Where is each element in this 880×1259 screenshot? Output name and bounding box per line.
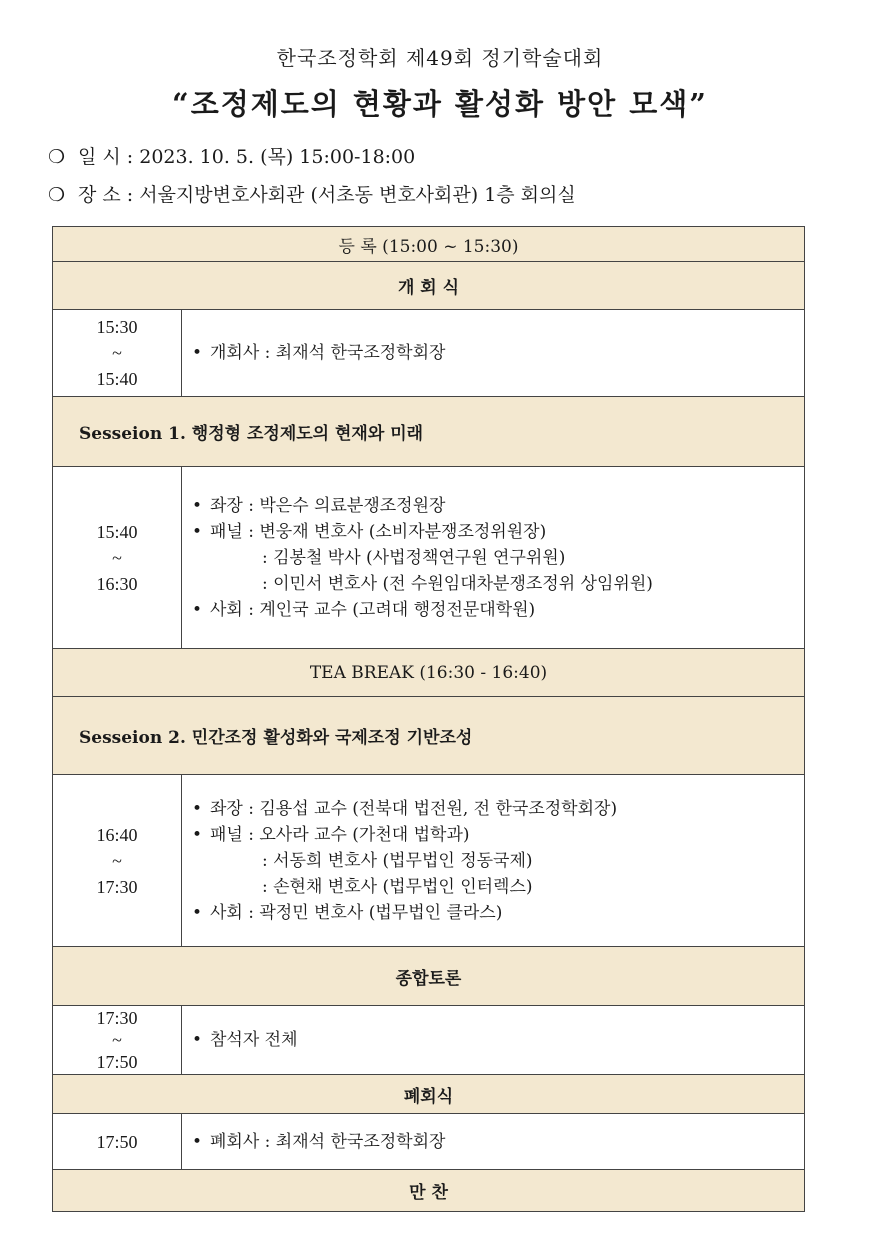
bullet-icon: • xyxy=(192,824,203,845)
closing-time: 17:50 xyxy=(53,1114,182,1170)
opening-row xyxy=(53,262,805,310)
bullet-icon: • xyxy=(192,798,203,819)
dinner-label: 만 찬 xyxy=(53,1170,805,1212)
session2-row xyxy=(53,697,805,775)
bullet-icon: • xyxy=(192,599,203,620)
closing-speech: 폐회사 : 최재석 한국조정학회장 xyxy=(210,1131,446,1152)
time-start: 15:40 xyxy=(96,521,138,542)
info-date xyxy=(48,142,415,169)
bullet-icon: • xyxy=(192,521,203,542)
bullet-icon: • xyxy=(192,343,203,363)
session1-panel-2: : 김봉철 박사 (사법정책연구원 연구위원) xyxy=(262,547,566,568)
session2-panel: 패널 : 오사라 교수 (가천대 법학과) xyxy=(210,824,470,845)
session1-title: Sesseion 1. 행정형 조정제도의 현재와 미래 xyxy=(53,397,805,467)
bullet-icon: • xyxy=(192,1131,203,1152)
discussion-time xyxy=(53,1006,182,1075)
time-end: 17:50 xyxy=(96,1052,138,1072)
session2-time xyxy=(53,775,182,947)
opening-time xyxy=(53,310,182,397)
bullet-icon: • xyxy=(192,1030,203,1050)
session1-content xyxy=(182,467,805,649)
discussion-content xyxy=(182,1006,805,1075)
place-text: 장 소 : 서울지방변호사회관 (서초동 변호사회관) 1층 회의실 xyxy=(78,184,576,206)
time-start: 15:30 xyxy=(96,317,138,337)
session1-detail-row xyxy=(53,467,805,649)
event-subtitle: 한국조정학회 제49회 정기학술대회 xyxy=(276,46,604,70)
tea-break-label: TEA BREAK (16:30 - 16:40) xyxy=(53,649,805,697)
time-sep: ~ xyxy=(112,547,122,568)
session2-detail-row xyxy=(53,775,805,947)
closing-label: 폐회식 xyxy=(53,1075,805,1114)
time-sep: ~ xyxy=(112,343,122,363)
opening-label: 개 회 식 xyxy=(53,262,805,310)
session1-panel: 패널 : 변웅재 변호사 (소비자분쟁조정위원장) xyxy=(210,521,547,542)
discussion-row xyxy=(53,947,805,1006)
discussion-label: 종합토론 xyxy=(53,947,805,1006)
discussion-participants: 참석자 전체 xyxy=(210,1030,298,1050)
event-title: “조정제도의 현황과 활성화 방안 모색” xyxy=(172,87,708,121)
info-place xyxy=(48,180,576,207)
time-start: 16:40 xyxy=(96,824,138,845)
registration-row xyxy=(53,227,805,262)
opening-detail-row xyxy=(53,310,805,397)
date-text: 일 시 : 2023. 10. 5. (목) 15:00-18:00 xyxy=(78,146,416,168)
bullet-icon: • xyxy=(192,902,203,923)
session2-content xyxy=(182,775,805,947)
circle-bullet-icon: ❍ xyxy=(48,146,66,168)
opening-speech: 개회사 : 최재석 한국조정학회장 xyxy=(210,343,446,363)
time-sep: ~ xyxy=(112,1030,122,1050)
session2-panel-3: : 손현채 변호사 (법무법인 인터렉스) xyxy=(262,876,533,897)
closing-row xyxy=(53,1075,805,1114)
bullet-icon: • xyxy=(192,495,203,516)
session1-moderator: 사회 : 계인국 교수 (고려대 행정전문대학원) xyxy=(210,599,536,620)
opening-content xyxy=(182,310,805,397)
session1-chair: 좌장 : 박은수 의료분쟁조정원장 xyxy=(210,495,446,516)
time-sep: ~ xyxy=(112,850,122,871)
program-table xyxy=(52,226,805,1212)
circle-bullet-icon: ❍ xyxy=(48,184,66,206)
dinner-row xyxy=(53,1170,805,1212)
session1-row xyxy=(53,397,805,467)
session1-panel-3: : 이민서 변호사 (전 수원임대차분쟁조정위 상임위원) xyxy=(262,573,653,594)
registration-label: 등 록 (15:00 ~ 15:30) xyxy=(53,227,805,262)
time-end: 15:40 xyxy=(96,369,138,389)
session2-chair: 좌장 : 김용섭 교수 (전북대 법전원, 전 한국조정학회장) xyxy=(210,798,618,819)
time-start: 17:30 xyxy=(96,1008,138,1028)
time-end: 16:30 xyxy=(96,573,138,594)
tea-break-row xyxy=(53,649,805,697)
session1-time xyxy=(53,467,182,649)
closing-content xyxy=(182,1114,805,1170)
session2-title: Sesseion 2. 민간조정 활성화와 국제조정 기반조성 xyxy=(53,697,805,775)
session2-panel-2: : 서동희 변호사 (법무법인 정동국제) xyxy=(262,850,533,871)
discussion-detail-row xyxy=(53,1006,805,1075)
session2-moderator: 사회 : 곽정민 변호사 (법무법인 클라스) xyxy=(210,902,503,923)
time-end: 17:30 xyxy=(96,876,138,897)
closing-detail-row xyxy=(53,1114,805,1170)
